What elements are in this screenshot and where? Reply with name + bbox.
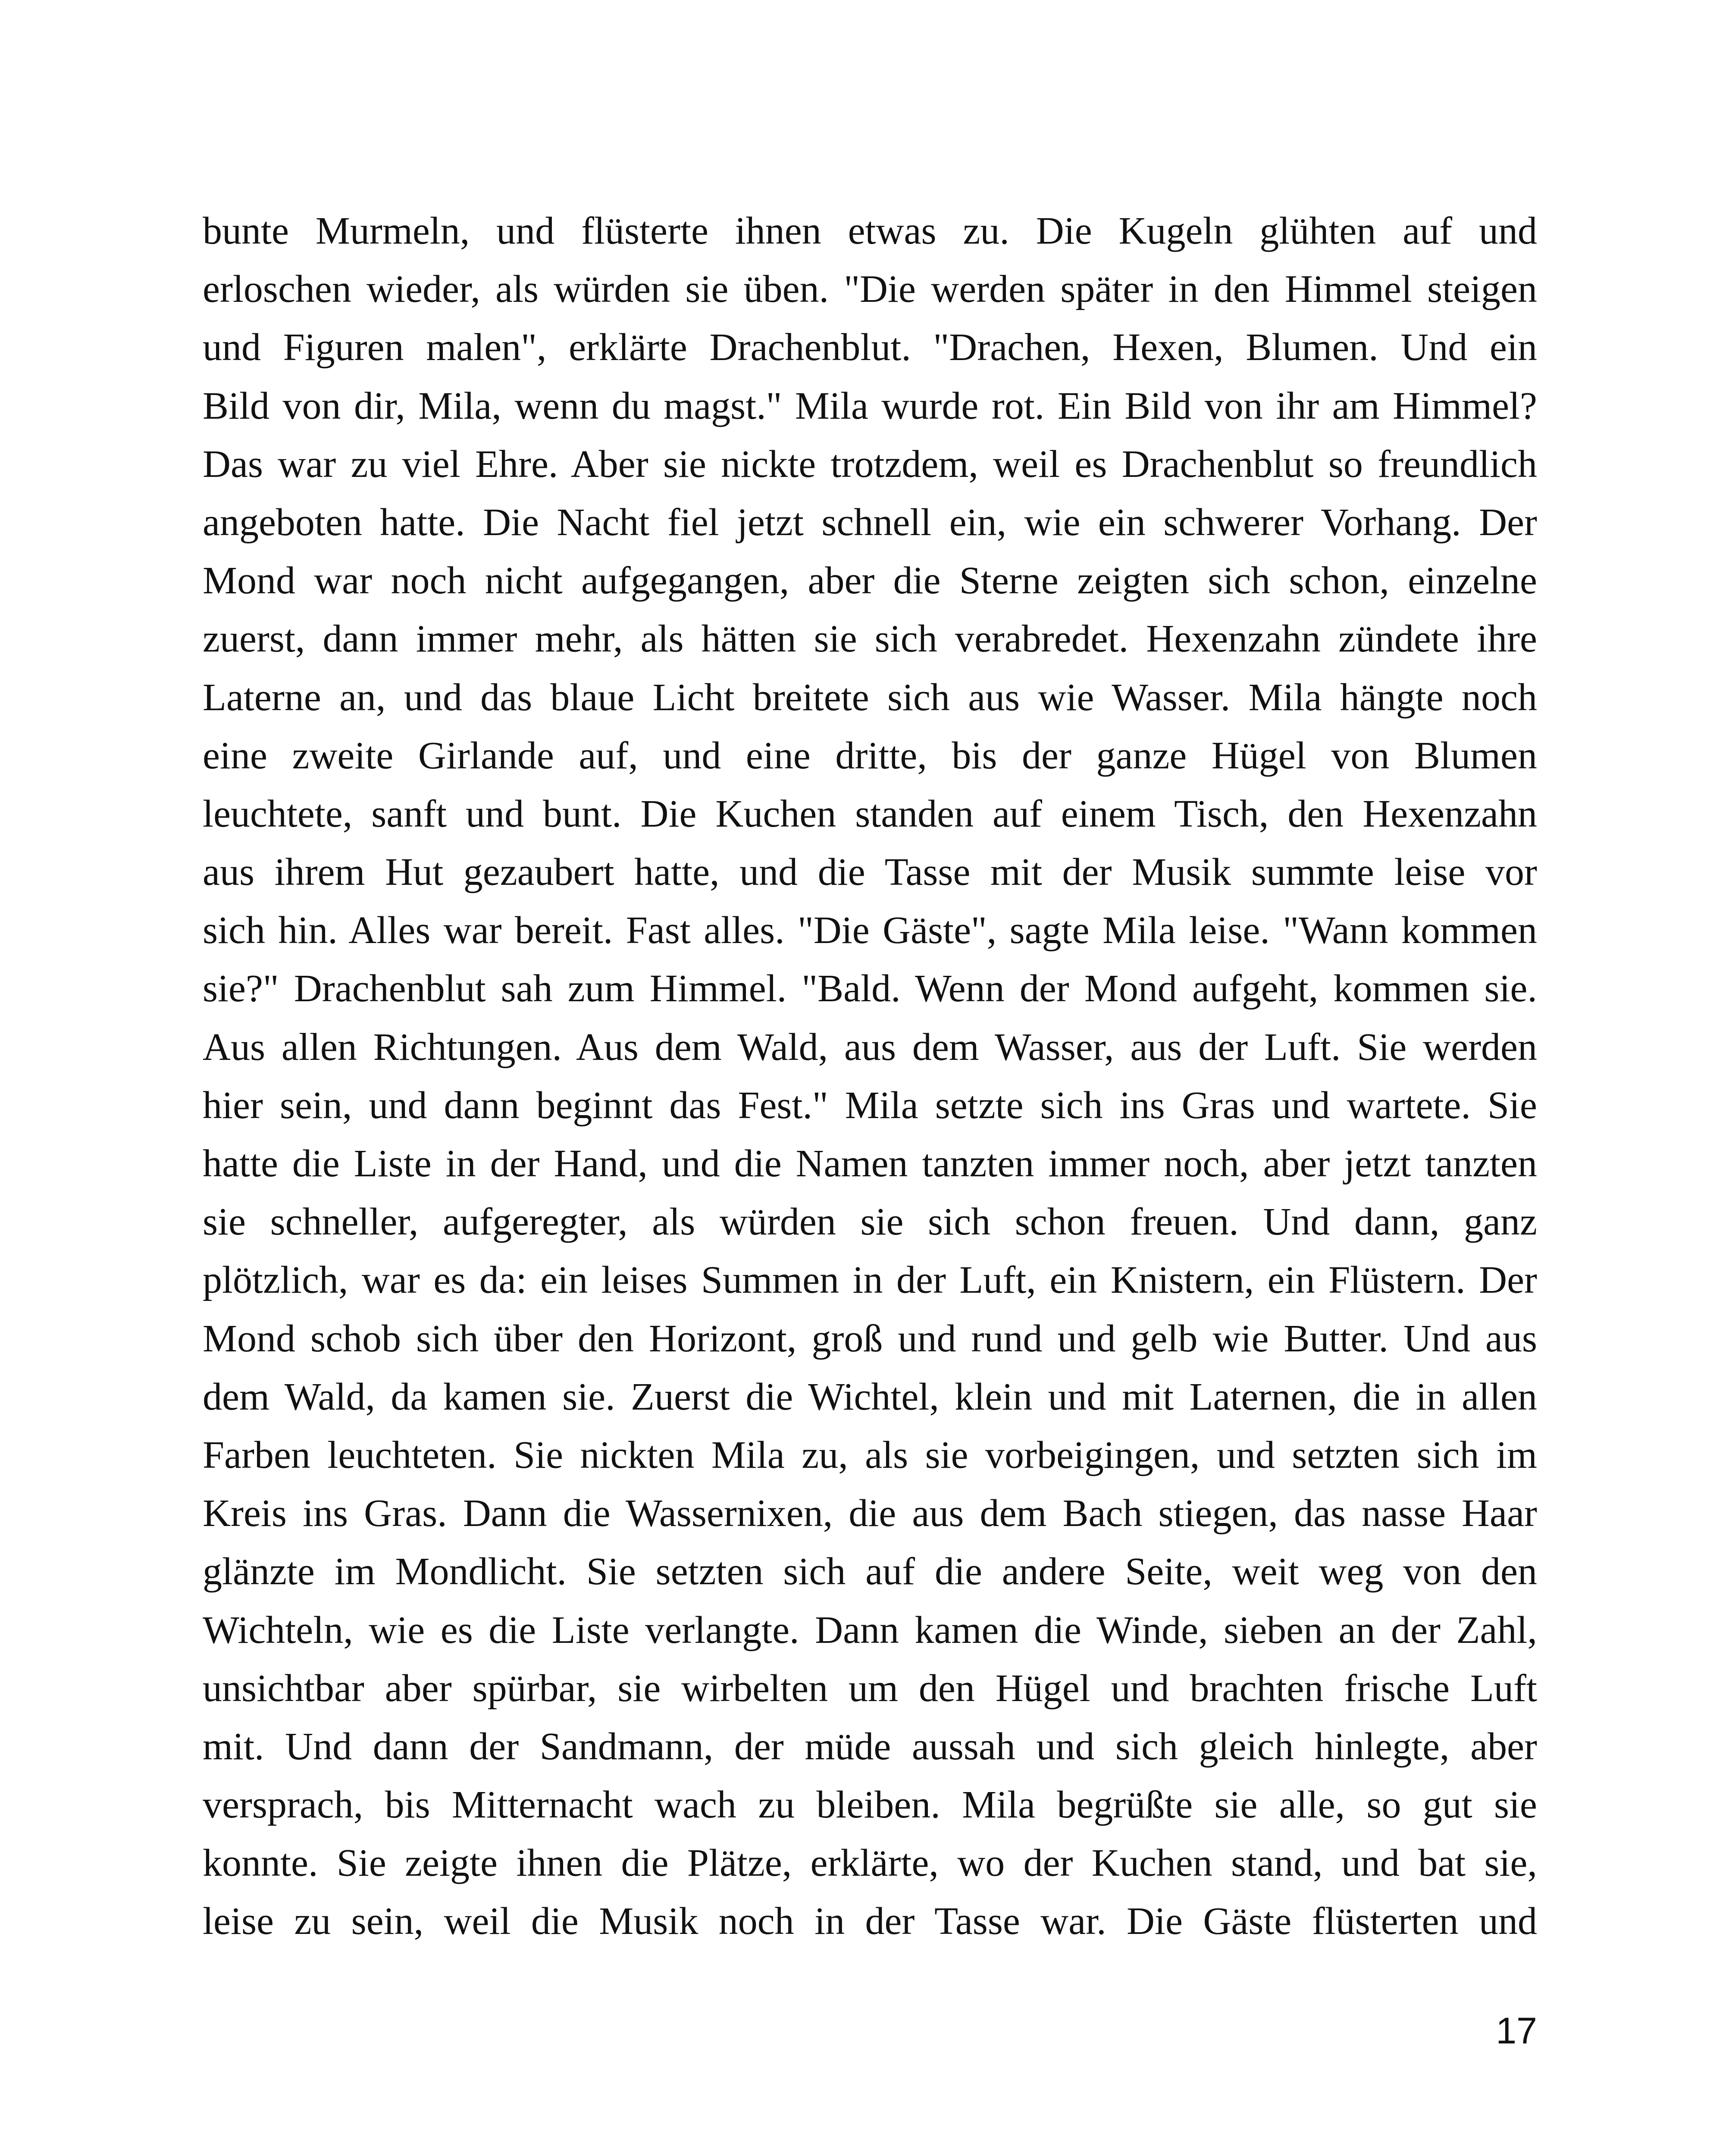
text-line-26: unsichtbar aber spürbar, sie wirbelten um den Hügel und brachten frische Luft [203, 1667, 1537, 1710]
text-line-21: dem Wald, da kamen sie. Zuerst die Wichtel, klein und mit Laternen, die in allen [203, 1375, 1537, 1418]
text-line-2: erloschen wieder, als würden sie üben. "Die werden später in den Himmel steigen [203, 268, 1537, 311]
text-line-4: Bild von dir, Mila, wenn du magst." Mila wurde rot. Ein Bild von ihr am Himmel? [203, 384, 1537, 427]
text-line-7: Mond war noch nicht aufgegangen, aber die Sterne zeigten sich schon, einzelne [203, 559, 1537, 602]
text-line-15: Aus allen Richtungen. Aus dem Wald, aus dem Wasser, aus der Luft. Sie werden [203, 1025, 1537, 1069]
text-line-11: leuchtete, sanft und bunt. Die Kuchen standen auf einem Tisch, den Hexenzahn [203, 792, 1537, 835]
text-line-27: mit. Und dann der Sandmann, der müde aussah und sich gleich hinlegte, aber [203, 1725, 1537, 1768]
text-line-9: Laterne an, und das blaue Licht breitete sich aus wie Wasser. Mila hängte noch [203, 676, 1537, 719]
text-line-23: Kreis ins Gras. Dann die Wassernixen, die aus dem Bach stiegen, das nasse Haar [203, 1492, 1537, 1535]
text-line-22: Farben leuchteten. Sie nickten Mila zu, als sie vorbeigingen, und setzten sich im [203, 1433, 1537, 1476]
text-line-25: Wichteln, wie es die Liste verlangte. Dann kamen die Winde, sieben an der Zahl, [203, 1608, 1537, 1651]
text-line-17: hatte die Liste in der Hand, und die Namen tanzten immer noch, aber jetzt tanzten [203, 1142, 1537, 1185]
text-line-14: sie?" Drachenblut sah zum Himmel. "Bald. Wenn der Mond aufgeht, kommen sie. [203, 967, 1537, 1010]
text-line-13: sich hin. Alles war bereit. Fast alles. "Die Gäste", sagte Mila leise. "Wann kommen [203, 909, 1537, 952]
text-line-12: aus ihrem Hut gezaubert hatte, und die Tasse mit der Musik summte leise vor [203, 851, 1537, 894]
text-line-18: sie schneller, aufgeregter, als würden sie sich schon freuen. Und dann, ganz [203, 1200, 1537, 1244]
text-line-16: hier sein, und dann beginnt das Fest." Mila setzte sich ins Gras und wartete. Sie [203, 1084, 1537, 1127]
text-line-28: versprach, bis Mitternacht wach zu bleiben. Mila begrüßte sie alle, so gut sie [203, 1783, 1537, 1827]
text-line-24: glänzte im Mondlicht. Sie setzten sich auf die andere Seite, weit weg von den [203, 1550, 1537, 1593]
text-line-8: zuerst, dann immer mehr, als hätten sie sich verabredet. Hexenzahn zündete ihre [203, 617, 1537, 661]
text-line-20: Mond schob sich über den Horizont, groß und rund und gelb wie Butter. Und aus [203, 1317, 1537, 1360]
text-line-6: angeboten hatte. Die Nacht fiel jetzt schnell ein, wie ein schwerer Vorhang. Der [203, 501, 1537, 544]
text-line-5: Das war zu viel Ehre. Aber sie nickte trotzdem, weil es Drachenblut so freundlich [203, 442, 1537, 486]
body-paragraph [203, 202, 1537, 1951]
text-line-1: bunte Murmeln, und flüsterte ihnen etwas zu. Die Kugeln glühten auf und [203, 210, 1537, 252]
text-line-3: und Figuren malen", erklärte Drachenblut. "Drachen, Hexen, Blumen. Und ein [203, 326, 1537, 369]
page-number: 17 [1496, 2010, 1537, 2052]
text-line-19: plötzlich, war es da: ein leises Summen in der Luft, ein Knistern, ein Flüstern. Der [203, 1259, 1537, 1302]
text-line-30: leise zu sein, weil die Musik noch in der Tasse war. Die Gäste flüsterten und [203, 1900, 1537, 1943]
text-line-10: eine zweite Girlande auf, und eine dritte, bis der ganze Hügel von Blumen [203, 734, 1537, 777]
text-line-29: konnte. Sie zeigte ihnen die Plätze, erklärte, wo der Kuchen stand, und bat sie, [203, 1842, 1537, 1885]
